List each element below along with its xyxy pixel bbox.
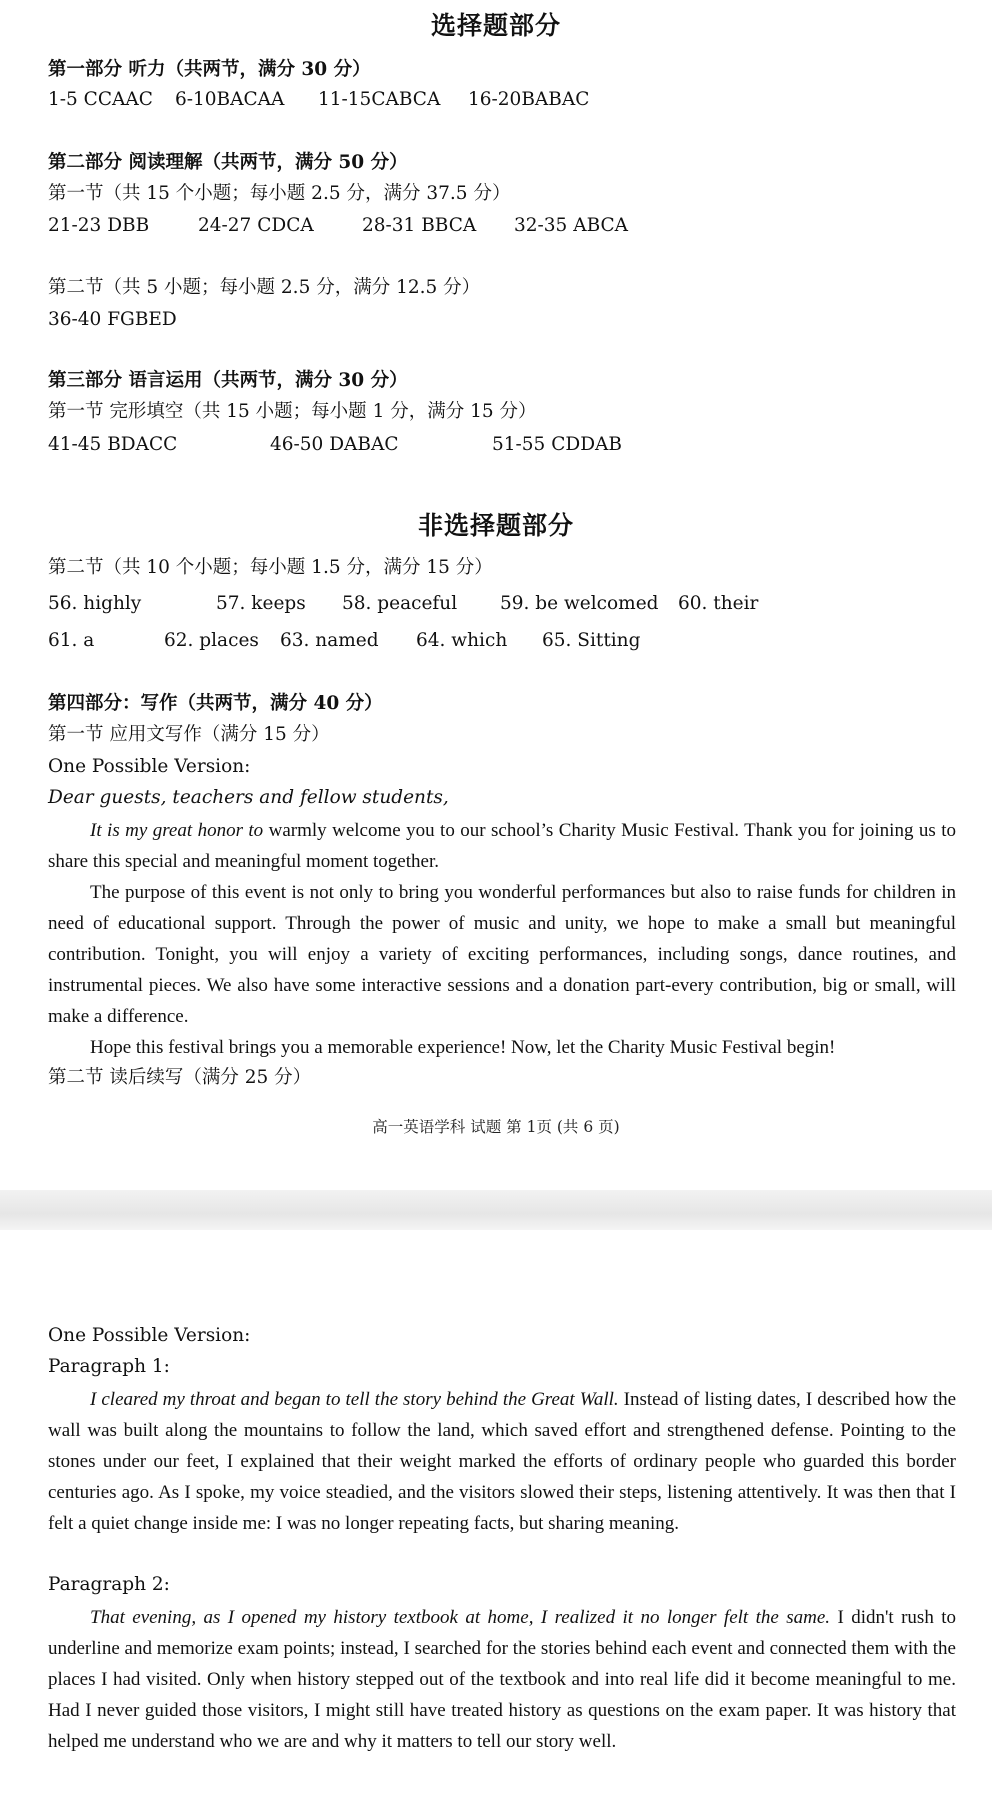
part2-heading: 第二部分 阅读理解（共两节，满分 50 分） — [48, 152, 408, 173]
paragraph1-label: Paragraph 1: — [48, 1356, 170, 1377]
answer-group: 21-23 DBB — [48, 215, 150, 236]
answer-item: 56. highly — [48, 593, 142, 614]
paragraph1-opening: I cleared my throat and began to tell the story behind the Great Wall. — [90, 1389, 619, 1410]
answer-group: 51-55 CDDAB — [492, 434, 622, 455]
part2-section2-label: 第二节（共 5 小题；每小题 2.5 分，满分 12.5 分） — [48, 277, 481, 298]
answer-group: 24-27 CDCA — [198, 215, 314, 236]
answer-page-2 — [0, 1230, 992, 1807]
choice-section-title: 选择题部分 — [430, 11, 561, 40]
part4-section2-label: 第二节 读后续写（满分 25 分） — [48, 1067, 312, 1088]
answer-item: 61. a — [48, 630, 95, 651]
version-label: One Possible Version: — [48, 1325, 251, 1346]
salutation: Dear guests, teachers and fellow students, — [48, 787, 449, 808]
answer-group: 1-5 CCAAC — [48, 89, 153, 110]
answer-group: 11-15CABCA — [318, 89, 441, 110]
answer-group: 32-35 ABCA — [514, 215, 629, 236]
answer-item: 59. be welcomed — [500, 593, 659, 614]
essay-text: warmly welcome you to our school’s Charity Music Festival. Thank you for joining us to share this special and meaningful moment together. — [48, 820, 956, 872]
version-label: One Possible Version: — [48, 756, 251, 777]
answer-group: 28-31 BBCA — [362, 215, 477, 236]
continuation-paragraph-1 — [48, 1384, 956, 1539]
answer-group: 6-10BACAA — [175, 89, 285, 110]
page-footer: 高一英语学科 试题 第 1页 (共 6 页) — [372, 1118, 620, 1136]
answer-group: 41-45 BDACC — [48, 434, 178, 455]
answer-group: 46-50 DABAC — [270, 434, 399, 455]
part1-heading: 第一部分 听力（共两节，满分 30 分） — [48, 59, 371, 80]
paragraph2-label: Paragraph 2: — [48, 1574, 170, 1595]
nonchoice-section-title: 非选择题部分 — [417, 511, 574, 540]
part2-section1-label: 第一节（共 15 个小题；每小题 2.5 分，满分 37.5 分） — [48, 183, 511, 204]
answer-item: 65. Sitting — [542, 630, 641, 651]
essay-italic-opening: It is my great honor to — [90, 820, 264, 841]
answer-item: 63. named — [280, 630, 379, 651]
answer-item: 57. keeps — [216, 593, 306, 614]
essay-paragraph: The purpose of this event is not only to bring you wonderful performances but also to raise funds for children in need of educational support. Through the power of music and unity, we hope to make a small but meaningful contribution. Tonight, you will enjoy a variety of exciting performances, including songs, dance routines, and instrumental pieces. We also have some interactive sessions and a donation part-every contribution, big or small, will make a difference. — [48, 882, 956, 1027]
answer-group: 36-40 FGBED — [48, 309, 177, 330]
answer-item: 58. peaceful — [342, 593, 458, 614]
answer-item: 62. places — [164, 630, 259, 651]
part4-section1-label: 第一节 应用文写作（满分 15 分） — [48, 724, 330, 745]
part3-heading: 第三部分 语言运用（共两节，满分 30 分） — [48, 370, 408, 391]
page-separator — [0, 1190, 992, 1230]
answer-group: 16-20BABAC — [468, 89, 590, 110]
continuation-paragraph-2 — [48, 1602, 956, 1757]
part3-section1-label: 第一节 完形填空（共 15 小题；每小题 1 分，满分 15 分） — [48, 401, 537, 422]
essay-paragraph: Hope this festival brings you a memorable experience! Now, let the Charity Music Festival begin! — [90, 1037, 836, 1058]
part4-heading: 第四部分：写作（共两节，满分 40 分） — [48, 693, 383, 714]
paragraph2-opening: That evening, as I opened my history textbook at home, I realized it no longer felt the same. — [90, 1607, 831, 1628]
essay-paragraph — [48, 815, 956, 877]
answer-item: 60. their — [678, 593, 759, 614]
answer-item: 64. which — [416, 630, 508, 651]
part3-section2-label: 第二节（共 10 个小题；每小题 1.5 分，满分 15 分） — [48, 557, 493, 578]
paragraph1-text: Instead of listing dates, I described how the wall was built along the mountains to follow the land, which saved effort and strengthened defense. Pointing to the stones under our feet, I explained that their weight marked the efforts of ordinary people who guarded this border centuries ago. As I spoke, my voice steadied, and the visitors slowed their steps, listening attentively. It was then that I felt a quiet change inside me: I was no longer repeating facts, but sharing meaning. — [48, 1389, 957, 1534]
paragraph2-text: I didn't rush to underline and memorize exam points; instead, I searched for the stories behind each event and connected them with the places I had visited. Only when history stepped out of the textbook and into real life did it become meaningful to me. Had I never guided those visitors, I might still have treated history as questions on the exam paper. It was history that helped me understand who we are and why it matters to tell our story well. — [48, 1607, 957, 1752]
